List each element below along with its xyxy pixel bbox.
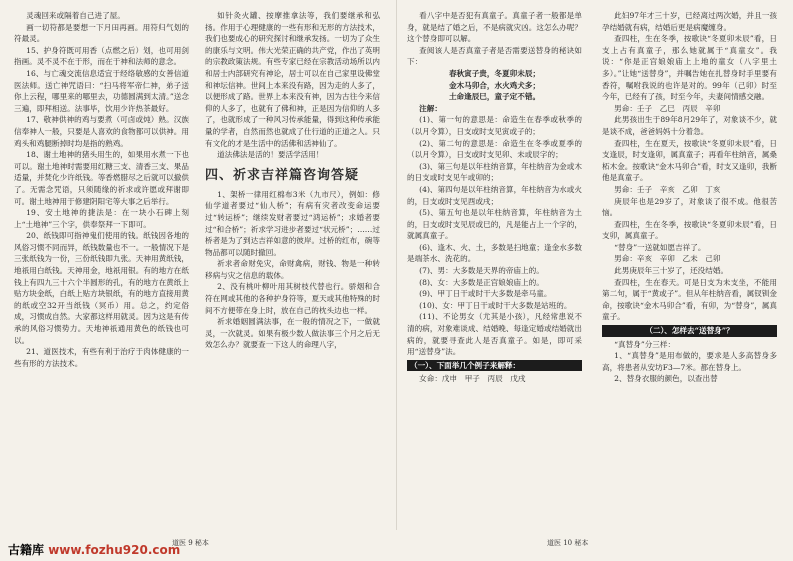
paragraph: (7)、男：大多数是天界的帝庙上的。 <box>419 266 544 276</box>
paragraph: 此男孩出生于89年8月29年了，对象谈不少，就是谈不成，爸爸妈妈十分着急。 <box>602 115 777 136</box>
paragraph: (10)、女：甲丁日干或时干大多数是站班的。 <box>419 300 572 310</box>
paragraph: 18、谢土地神的猪头用生的，如果用水煮一下也可以。谢土地神时需要用红糖三支、清香三支、果品适量，并焚化少许纸钱。等香燃腊尽之后就可以撤供了。无需念咒语，只须随缘的祈求或许愿或拜谢即可。谢土地神用于修建阴阳宅等大事之后举行。 <box>14 150 189 206</box>
paragraph: (4)、第四句是以年柱纳音算，年柱纳音为水或火的，日支或时支见酉或戌； <box>407 184 582 206</box>
paragraph: 如针灸火罐、按摩推拿法等，我们要继承和弘扬。作用于心理健康的一些有形和无形的方法技术，我们也要成心的研究探讨和继承发扬。一切为了众生的康乐与文明。伟大光荣正确的共产党，作出了英明的宗教政策法规。有些专家已经在宗教活动场所以内和居士内部研究有神论，居士可以在自己家里设佛堂和神坛信神。世间上本来没有路，因为走的人多了，以便形成了路。世界上本来没有神，因为古往今来信仰的人多了，也就有了佛和神，正是因为信仰的人多了，也就形成了一种风习传承能量，得到这种传承能量的学者，自然而然也就成了仕行道的正道之人。只有文化的才是生活中的活佛和活神仙了。 <box>205 11 380 148</box>
paragraph: (9)、甲丁日干或时干大多数是牵马童。 <box>419 289 552 299</box>
paragraph: 祈求者命财免灾，命财禽病，财钱、物是一种转移病与灾之信息的载体。 <box>205 259 380 280</box>
paragraph: 男命：壬子 乙巳 丙辰 辛卯 <box>614 103 721 113</box>
paragraph: 21、道医技术，有些有利于治疗于肉体健康的一些有形的方法技术。 <box>14 347 189 368</box>
paragraph: 2、没有桃叶柳叶用其树枝代替也行。骄烟和合符在网或其他的各种护身符等，夏天或其他特殊的时间不方便带在身上时，放在自己的枕头边也一样。 <box>205 282 380 315</box>
section-title: 四、祈求吉祥篇咨询答疑 <box>205 167 360 183</box>
left-column-2 <box>205 10 380 351</box>
paragraph: 看八字中是否犯有真童子。真童子者一般都是单身，就是结了婚之后，不是病就灾凶。这怎么办呢？这个替身即可以解。 <box>407 11 582 44</box>
paragraph: 16、与亡魂交流信息适宜于经络敏感的女善信道医法师。送亡神咒语曰：“扫马将军帝仁神，弟子送你上云程，哪里来的哪里去，功德圆满到太清。”送念三遍，即拜相送。法事毕，饮用少许热茶最好。 <box>14 68 189 113</box>
paragraph: 道法佛法是活的！要活学活用！ <box>217 150 324 160</box>
right-page <box>397 0 793 547</box>
paragraph: 男命：壬子 辛亥 乙卯 丁亥 <box>614 184 721 194</box>
paragraph: 查四柱，生在冬季，按歌诀“冬夏卯未辰”看，日支卯，属真童子。 <box>602 219 777 241</box>
right-column-1 <box>407 10 582 385</box>
paragraph: 1、“真替身”是用布做的，要求是人多高替身多高，将患者从安坊F3—7米。都在替身上。 <box>602 351 777 372</box>
paragraph: 祈求婚姻圆满法事，在一般的情况之下，一做就灵，一次就灵。如果有极少数人做法事三个月之后无效怎么办？就要查一下这人的命理八字， <box>205 317 380 350</box>
notes-label: 注解： <box>419 103 442 113</box>
right-column-2 <box>602 10 777 385</box>
paragraph: (1)、第一句的意思是：命造生在春季或秋季的（以月令算），日支或时支见寅或子的； <box>407 115 582 136</box>
left-page-footer: 道医 9 秘本 <box>172 539 209 547</box>
paragraph: “替身”一送就如愿吉祥了。 <box>614 242 706 252</box>
paragraph: 查阅该人是否真童子者是否需要送替身的秘诀如下： <box>407 45 582 67</box>
paragraph: 1、架桥一律用红棉布3米（九市尺），例如：修仙学道者要过“仙人桥”；有病有灾者改变命运要过“转运桥”；继续发财者要过“鸿运桥”；求婚者要过“和合桥”；祈求学习进步者要过“状元桥”；……过桥者是为了到达吉祥如意的彼岸。过桥的红布，碗等物品都可以随时撤回。 <box>205 189 380 257</box>
paragraph: 2、替身衣服的颜色，以查出替 <box>614 374 718 384</box>
verse-line: 土命逢辰巳，童子定不错。 <box>448 92 541 102</box>
paragraph: 庚辰年也是29岁了，对象谈了很不成。他很苦恼。 <box>602 196 777 218</box>
paragraph: 17、敬神供神的鸡与要煮（可卤或炖）熟。汉族信奉神人一般，只要是人喜欢的食物都可以供神。用鸡头和鸡腿断掉时均是指的熟鸡。 <box>14 115 189 148</box>
subsection-heading: （二）、怎样去“送替身”？ <box>602 325 777 337</box>
paragraph: 灵魂回来或隔着自己进了屋。 <box>26 11 125 20</box>
right-page-footer: 道医 10 秘本 <box>547 539 589 547</box>
paragraph: 此妇97年才三十岁，已经离过两次婚，并且一孩孕结婚就有病，结婚后更是病魔缠身。 <box>602 11 777 32</box>
paragraph: (3)、第三句是以年柱纳音算，年柱纳音为金或木的日支或时支见午或卯的； <box>407 161 582 183</box>
paragraph: (8)、女：大多数是正宫娘娘庙上的。 <box>419 277 544 287</box>
example-heading: （一）、下面举几个例子来解释： <box>407 360 582 372</box>
paragraph: 男命：辛亥 辛卯 乙未 己卯 <box>614 254 721 264</box>
paragraph: (6)、逢木、火、土，多数是扫地童；逢金水多数是端茶水、洗花的。 <box>407 242 582 264</box>
paragraph: (2)、第二句的意思是：命造生在冬季或夏季的（以月令算），日支或时支见卯、未或辰字的； <box>407 138 582 160</box>
paragraph: (11)、不论男女（尤其是小孩），凡经常患说不清的病，对象难谈成、结婚晚、每逢定婚或结婚就出病的，就要寻查此人是否真童子。如是，即可采用“送替身”法。 <box>407 312 582 357</box>
paragraph: 19、安土地神的捷法是：在一块小石碑上刻上“土地神”三个字，供奉祭拜一下即可。 <box>14 208 189 229</box>
paragraph: 查四柱，生在春天。可是日支为未支坐，不能用第二句，属于“黄或子”。但从年柱纳音看，属钗钏金命，按歌诀“金木马卯合”看，有卯，为“替身”，属真童子。 <box>602 277 777 322</box>
verse-line: 春秋寅子贵，冬夏卯未辰； <box>448 68 541 78</box>
paragraph: 查四柱，生在冬季，按歌诀“冬夏卯未辰”看，日支上占有真童子，那么她就属于“真童女”。我说：“你是正宫娘娘庙上上地的童女（八字里土多）。”让她“送替身”，并嘱告她在扎替身时手里要有香符，嘱咐我说的也许是对的。99年（己卯）时至今年，已经有了孩，时至今年，夫妻间情感交融。 <box>602 34 777 102</box>
paragraph: 20、纸钱即可指神鬼们使用的钱。纸钱因各地的风俗习惯不同而异，纸钱数量也不一。一般情况下是三张纸钱为一份，三份纸钱即九张。天神用黄纸钱，地祇用白纸钱。天神用金，地祇用银。有的地方在纸钱上有四九三十六个半圆形的孔，有的地方在黄纸上贴方块金纸，白纸上贴方块银纸，有的地方直接用黄的纸或空32开当纸钱（冥币）用。总之，约定俗成，习惯成自然。大家都这样用就灵。因为这是有传承的风俗习惯势力。天地神祇通用黄色的纸钱也可以。 <box>14 231 189 345</box>
left-column-1 <box>14 10 189 369</box>
paragraph: (5)、第五句也是以年柱纳音算，年柱纳音为土的，日支或时支见辰或巳的，凡是能占上一个字的，就属真童子。 <box>407 208 582 241</box>
left-page <box>0 0 396 547</box>
site-url[interactable]: www.fozhu920.com <box>48 543 181 557</box>
paragraph: 15、护身符既可用香（点燃之后）划，也可用剑指画。灵不灵不在于形，而在于神和法师的意念。 <box>14 45 189 67</box>
site-watermark <box>8 541 180 558</box>
site-name: 古籍库 <box>8 543 49 557</box>
paragraph: 此男庚辰年三十岁了，还没结婚。 <box>614 266 729 276</box>
example-first-chart: 女命：戊申 甲子 丙辰 戊戌 <box>419 374 526 384</box>
paragraph: 查四柱，生在夏天，按歌诀“冬夏卯未辰”看，日支逢辰，时支逢卯，属真童子；再看年柱纳音，属桑柘木金。按歌诀“金木马卯合”看，时支又逢卯，我断他是真童子。 <box>602 138 777 183</box>
paragraph: “真替身”分三样： <box>614 339 676 349</box>
paragraph: 画一切符都是要想一下月田再画。用符归气划的符最灵。 <box>14 22 189 44</box>
verse-line: 金木马卯合，水火鸡犬多； <box>448 80 541 90</box>
